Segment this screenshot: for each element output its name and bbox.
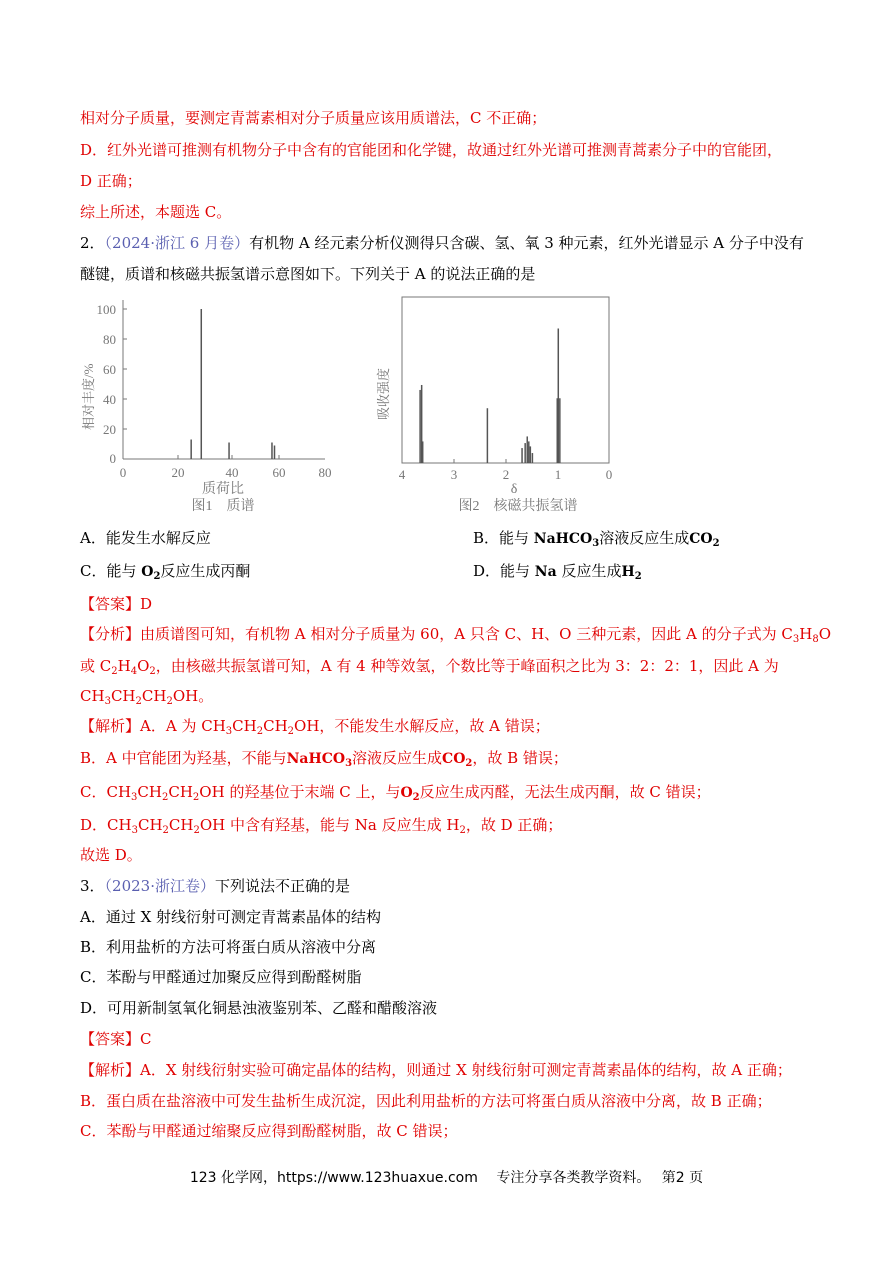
- question-number: 2．: [80, 234, 105, 252]
- explanation-d: D．$CH_3CH_2CH_2OH$ 中含有羟基，能与 Na 反应生成 $H_2$，故 D 正确；: [80, 816, 563, 836]
- option-b: B．利用盐析的方法可将蛋白质从溶液中分离: [80, 938, 377, 956]
- options-row-2: [80, 561, 820, 583]
- options-row-1: [80, 528, 820, 550]
- xtick-label: 60: [272, 465, 286, 480]
- ytick-label: 60: [103, 362, 116, 377]
- answer-line: 【答案】D: [80, 595, 153, 613]
- question-source: （2024·浙江 6 月卷）: [104, 234, 250, 252]
- y-axis-label: 相对丰度/%: [81, 363, 96, 430]
- question-number: 3．: [80, 877, 105, 895]
- xtick-label: 80: [318, 465, 332, 480]
- option-b: B．能与 NaHCO$_3$溶液反应生成$CO_2$: [473, 529, 720, 549]
- xtick-label: 2: [502, 467, 510, 482]
- option-a: A．能发生水解反应: [80, 529, 211, 547]
- ytick-label: 40: [103, 392, 116, 407]
- analysis-line: $CH_3CH_2CH_2OH$。: [80, 687, 214, 707]
- explanation-a: 【解析】A．X 射线衍射实验可确定晶体的结构，则通过 X 射线衍射可测定青蒿素晶体的结构，故 A 正确；: [80, 1061, 792, 1079]
- analysis-line: 或 $C_2H_4O_2$，由核磁共振氢谱可知，A 有 4 种等效氢，个数比等于峰面积之比为 3：2：2：1，因此 A 为: [80, 657, 779, 677]
- answer-line: 【答案】C: [80, 1030, 152, 1048]
- xtick-label: 40: [225, 465, 239, 480]
- figure-caption: 图1 质谱: [191, 499, 255, 514]
- text-line: D 正确；: [80, 172, 142, 190]
- question-2-stem-cont: 醚键，质谱和核磁共振氢谱示意图如下。下列关于 A 的说法正确的是: [80, 265, 536, 283]
- ytick-label: 0: [109, 451, 116, 466]
- option-c: C．苯酚与甲醛通过加聚反应得到酚醛树脂: [80, 968, 362, 986]
- option-d: D．可用新制氢氧化铜悬浊液鉴别苯、乙醛和醋酸溶液: [80, 999, 438, 1017]
- option-d: D．能与 Na 反应生成$H_2$: [473, 562, 642, 582]
- xtick-label: 0: [119, 465, 127, 480]
- xtick-label: 20: [171, 465, 185, 480]
- explanation-b: B．蛋白质在盐溶液中可发生盐析生成沉淀，因此利用盐析的方法可将蛋白质从溶液中分离，故 B 正确；: [80, 1092, 772, 1110]
- figure-mass-spectrum: [78, 290, 338, 515]
- ytick-label: 100: [96, 302, 116, 317]
- xtick-label: 1: [554, 467, 562, 482]
- explanation-c: C．苯酚与甲醛通过缩聚反应得到酚醛树脂，故 C 错误；: [80, 1122, 458, 1140]
- xtick-label: 4: [398, 467, 406, 482]
- question-2-stem: [80, 233, 804, 253]
- figure-caption: 图2 核磁共振氢谱: [458, 499, 578, 514]
- xtick-label: 0: [605, 467, 613, 482]
- conclusion-line: 故选 D。: [80, 846, 142, 864]
- text-line: 相对分子质量，要测定青蒿素相对分子质量应该用质谱法，C 不正确；: [80, 109, 547, 127]
- ytick-label: 20: [103, 422, 116, 437]
- question-text: 下列说法不正确的是: [215, 877, 351, 895]
- question-text: 有机物 A 经元素分析仪测得只含碳、氢、氧 3 种元素，红外光谱显示 A 分子中没有: [249, 234, 804, 252]
- page-footer: 123 化学网，https://www.123huaxue.com 专注分享各类教学资料。 第2 页: [189, 1170, 704, 1186]
- option-a: A．通过 X 射线衍射可测定青蒿素晶体的结构: [80, 908, 382, 926]
- explanation-c: C．$CH_3CH_2CH_2OH$ 的羟基位于末端 C 上，与$O_2$反应生成丙醛，无法生成丙酮，故 C 错误；: [80, 783, 711, 803]
- text-line: D．红外光谱可推测有机物分子中含有的官能团和化学键，故通过红外光谱可推测青蒿素分子中的官能团，: [80, 141, 783, 159]
- xtick-label: 3: [450, 467, 458, 482]
- option-c: C．能与 $O_2$反应生成丙酮: [80, 562, 251, 582]
- explanation-a: 【解析】A．A 为 $CH_3CH_2CH_2OH$，不能发生水解反应，故 A 错误；: [80, 717, 550, 737]
- figure-nmr-spectrum: [370, 290, 613, 515]
- x-axis-label: 质荷比: [202, 482, 244, 497]
- ytick-label: 80: [103, 332, 116, 347]
- question-source: （2023·浙江卷）: [104, 877, 215, 895]
- y-axis-label: 吸收强度: [376, 367, 391, 420]
- explanation-b: B．A 中官能团为羟基，不能与NaHCO$_3$溶液反应生成$CO_2$，故 B 错误；: [80, 749, 568, 769]
- analysis-line: 【分析】由质谱图可知，有机物 A 相对分子质量为 60，A 只含 C、H、O 三种元素，因此 A 的分子式为 $C_3H_8O$: [80, 625, 832, 645]
- x-axis-label: δ: [510, 482, 518, 497]
- text-line: 综上所述，本题选 C。: [80, 203, 232, 221]
- question-3-stem: [80, 876, 350, 896]
